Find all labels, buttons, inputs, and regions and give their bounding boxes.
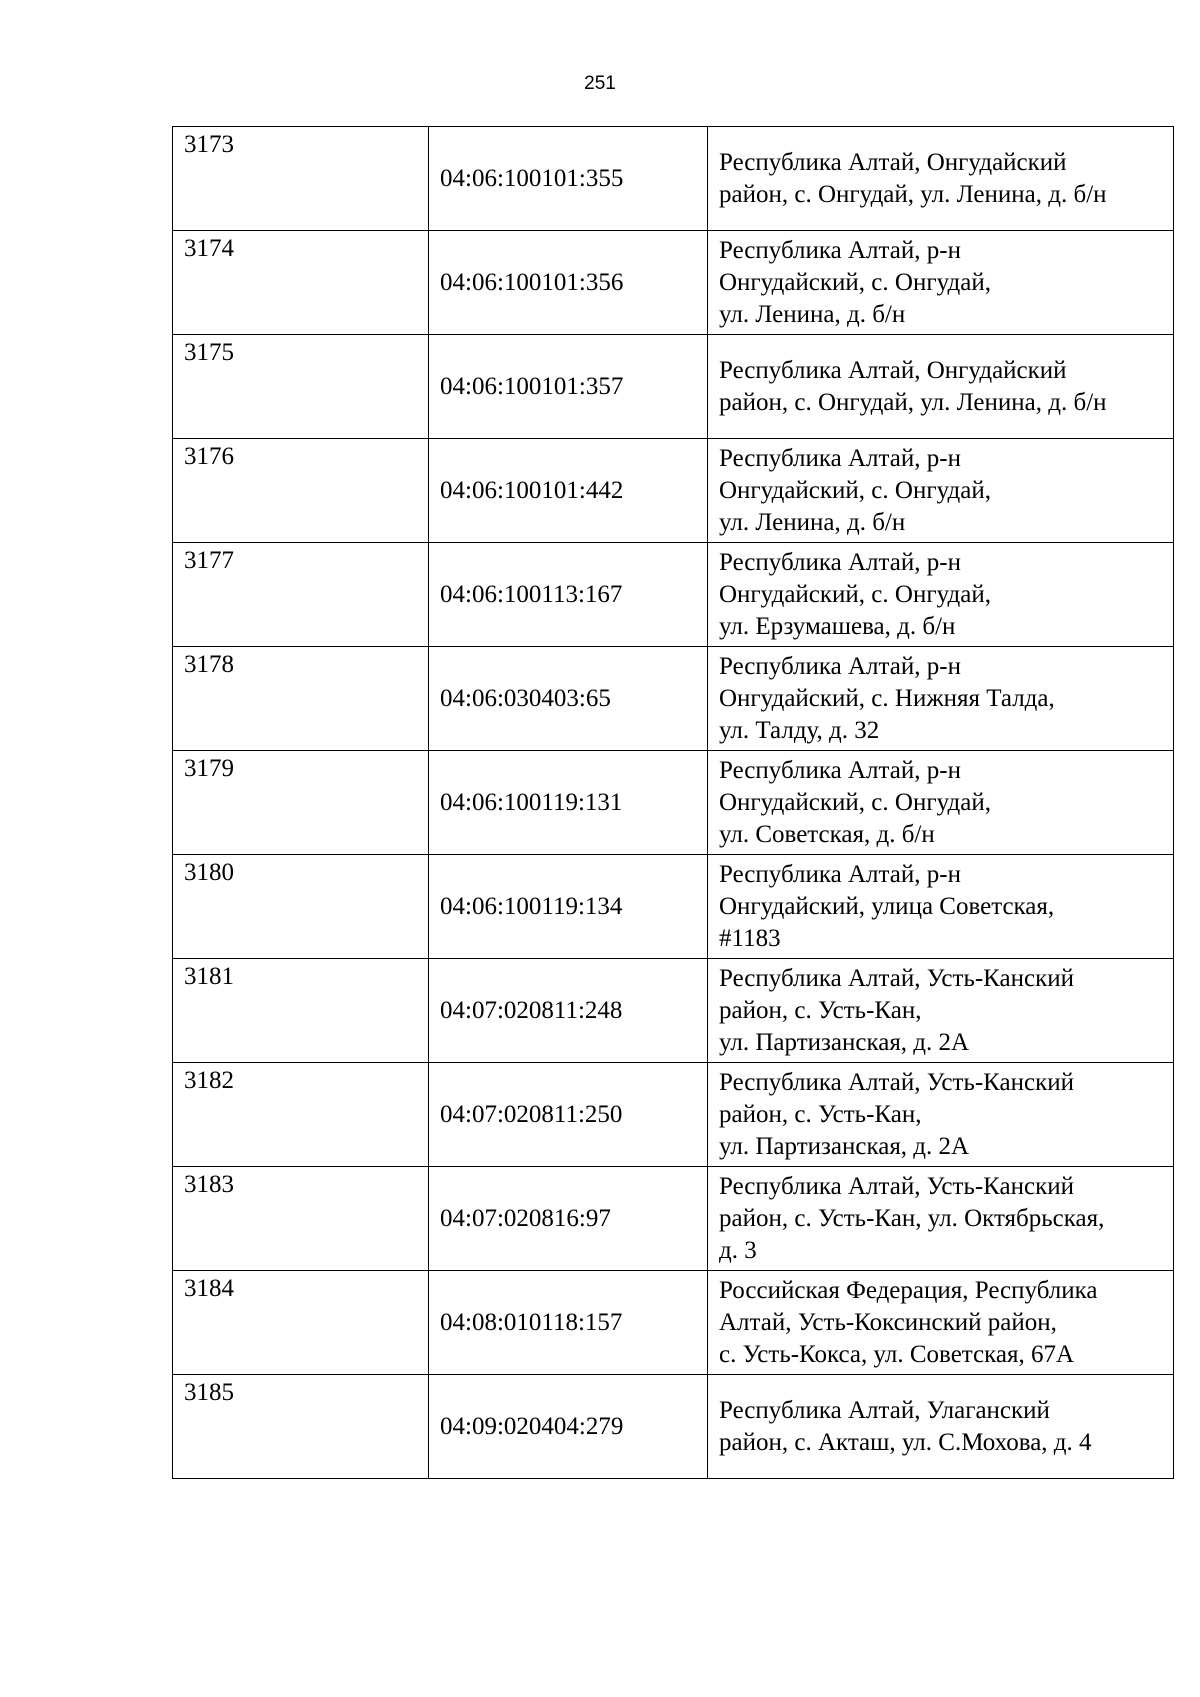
registry-table-body	[173, 127, 1174, 1479]
address-line: ул. Советская, д. б/н	[719, 820, 935, 848]
row-number: 3181	[173, 959, 429, 1063]
address-line: Республика Алтай, р-н	[719, 548, 961, 576]
address-line: с. Усть-Кокса, ул. Советская, 67А	[719, 1340, 1075, 1368]
address-cell	[708, 1375, 1174, 1479]
cadastral-number: 04:06:100101:356	[429, 231, 708, 335]
table-row	[173, 1063, 1174, 1167]
cadastral-number: 04:06:030403:65	[429, 647, 708, 751]
address-line: ул. Ерзумашева, д. б/н	[719, 612, 956, 640]
row-number: 3179	[173, 751, 429, 855]
row-number: 3174	[173, 231, 429, 335]
cadastral-number: 04:06:100113:167	[429, 543, 708, 647]
row-number: 3176	[173, 439, 429, 543]
address-line: ул. Партизанская, д. 2А	[719, 1132, 970, 1160]
table-row	[173, 127, 1174, 231]
address-line: Республика Алтай, Усть-Канский	[719, 1172, 1075, 1200]
address-line: Республика Алтай, р-н	[719, 444, 961, 472]
row-number: 3175	[173, 335, 429, 439]
address-line: Онгудайский, с. Онгудай,	[719, 788, 991, 816]
address-line: Республика Алтай, р-н	[719, 860, 961, 888]
address-line: Республика Алтай, Усть-Канский	[719, 964, 1075, 992]
address-line: район, с. Усть-Кан,	[719, 996, 922, 1024]
address-line: район, с. Онгудай, ул. Ленина, д. б/н	[719, 180, 1107, 208]
address-cell	[708, 751, 1174, 855]
cadastral-number: 04:06:100101:357	[429, 335, 708, 439]
table-row	[173, 1375, 1174, 1479]
address-line: д. 3	[719, 1236, 757, 1264]
address-line: Российская Федерация, Республика	[719, 1276, 1098, 1304]
address-cell	[708, 439, 1174, 543]
cadastral-number: 04:09:020404:279	[429, 1375, 708, 1479]
row-number: 3182	[173, 1063, 429, 1167]
cadastral-number: 04:06:100101:442	[429, 439, 708, 543]
cadastral-number: 04:06:100101:355	[429, 127, 708, 231]
table-row	[173, 1167, 1174, 1271]
row-number: 3184	[173, 1271, 429, 1375]
table-row	[173, 751, 1174, 855]
address-line: район, с. Онгудай, ул. Ленина, д. б/н	[719, 388, 1107, 416]
address-line: Республика Алтай, Онгудайский	[719, 148, 1067, 176]
address-cell	[708, 855, 1174, 959]
address-line: Онгудайский, с. Онгудай,	[719, 580, 991, 608]
row-number: 3173	[173, 127, 429, 231]
table-row	[173, 647, 1174, 751]
table-row	[173, 543, 1174, 647]
table-row	[173, 439, 1174, 543]
address-line: ул. Партизанская, д. 2А	[719, 1028, 970, 1056]
row-number: 3185	[173, 1375, 429, 1479]
table-row	[173, 855, 1174, 959]
address-cell	[708, 1271, 1174, 1375]
row-number: 3178	[173, 647, 429, 751]
address-line: Республика Алтай, р-н	[719, 652, 961, 680]
row-number: 3183	[173, 1167, 429, 1271]
table-row	[173, 335, 1174, 439]
address-cell	[708, 647, 1174, 751]
address-line: Онгудайский, с. Онгудай,	[719, 476, 991, 504]
address-line: район, с. Усть-Кан,	[719, 1100, 922, 1128]
address-cell	[708, 1167, 1174, 1271]
address-line: Республика Алтай, Улаганский	[719, 1396, 1050, 1424]
table-row	[173, 231, 1174, 335]
address-cell	[708, 231, 1174, 335]
address-line: #1183	[719, 924, 781, 952]
cadastral-number: 04:06:100119:131	[429, 751, 708, 855]
address-line: Онгудайский, с. Онгудай,	[719, 268, 991, 296]
row-number: 3177	[173, 543, 429, 647]
address-line: ул. Талду, д. 32	[719, 716, 880, 744]
registry-table	[172, 126, 1174, 1479]
address-cell	[708, 543, 1174, 647]
address-line: ул. Ленина, д. б/н	[719, 508, 906, 536]
cadastral-number: 04:07:020811:248	[429, 959, 708, 1063]
address-line: Республика Алтай, Онгудайский	[719, 356, 1067, 384]
address-line: Онгудайский, с. Нижняя Талда,	[719, 684, 1055, 712]
address-cell	[708, 127, 1174, 231]
address-line: ул. Ленина, д. б/н	[719, 300, 906, 328]
address-line: район, с. Акташ, ул. С.Мохова, д. 4	[719, 1428, 1092, 1456]
address-cell	[708, 1063, 1174, 1167]
address-line: Республика Алтай, р-н	[719, 756, 961, 784]
cadastral-number: 04:07:020816:97	[429, 1167, 708, 1271]
cadastral-number: 04:08:010118:157	[429, 1271, 708, 1375]
page-number: 251	[584, 73, 616, 94]
table-row	[173, 1271, 1174, 1375]
address-line: Алтай, Усть-Коксинский район,	[719, 1308, 1057, 1336]
address-line: Республика Алтай, р-н	[719, 236, 961, 264]
address-line: район, с. Усть-Кан, ул. Октябрьская,	[719, 1204, 1105, 1232]
address-cell	[708, 335, 1174, 439]
address-line: Республика Алтай, Усть-Канский	[719, 1068, 1075, 1096]
row-number: 3180	[173, 855, 429, 959]
cadastral-number: 04:07:020811:250	[429, 1063, 708, 1167]
table-row	[173, 959, 1174, 1063]
address-cell	[708, 959, 1174, 1063]
cadastral-number: 04:06:100119:134	[429, 855, 708, 959]
address-line: Онгудайский, улица Советская,	[719, 892, 1055, 920]
